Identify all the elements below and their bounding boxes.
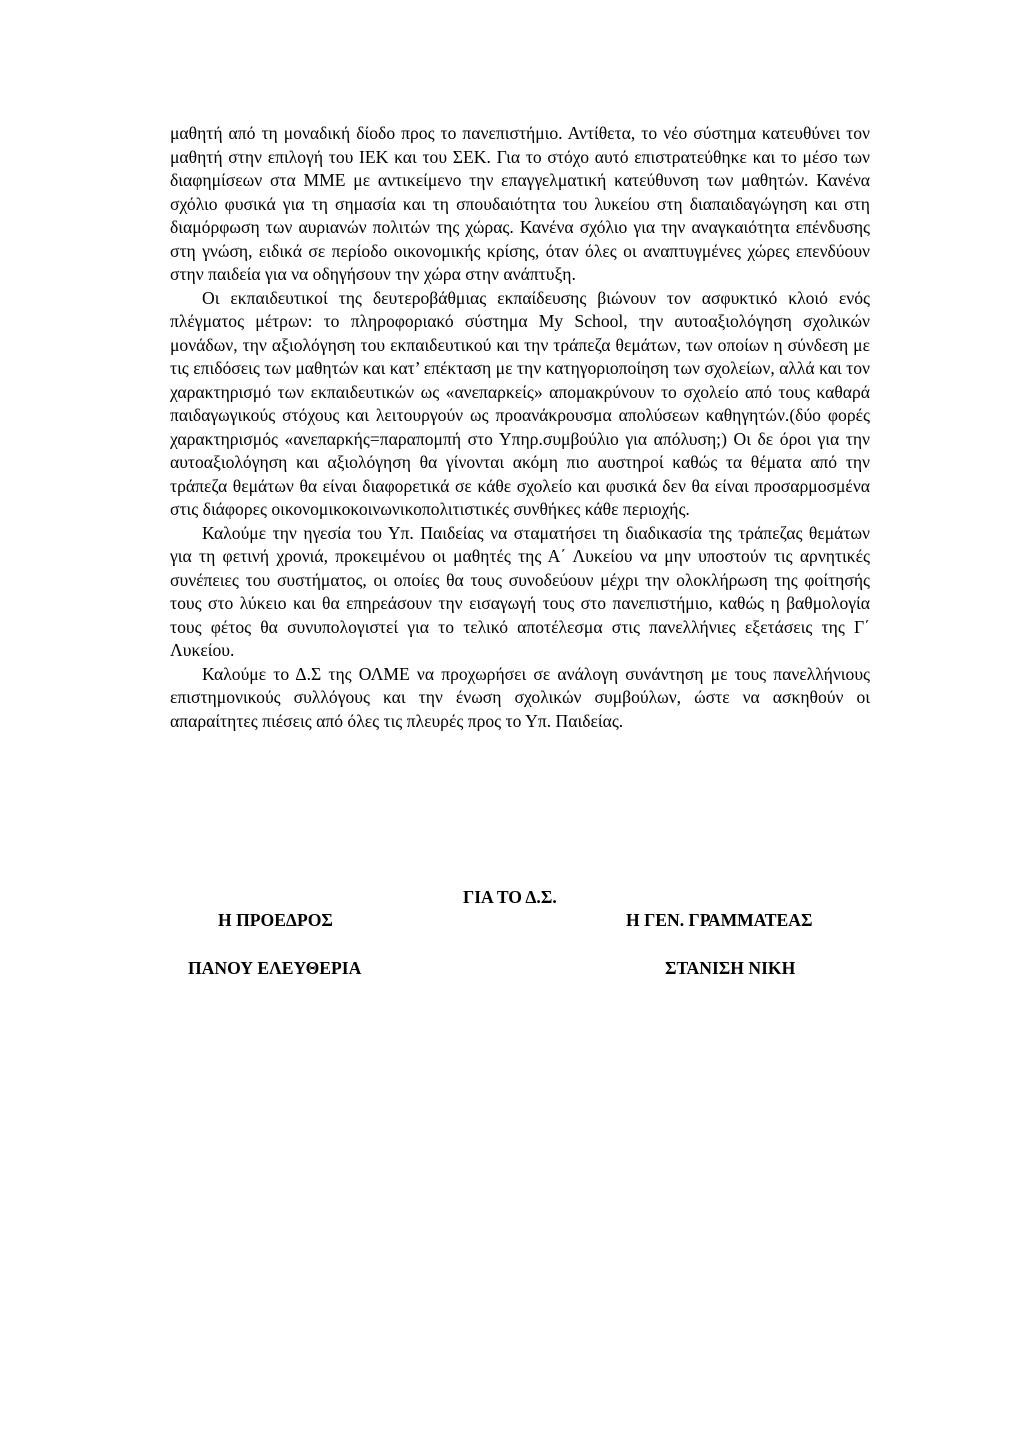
paragraph-ministry-call: Καλούμε την ηγεσία του Υπ. Παιδείας να σταματήσει τη διαδικασία της τράπεζας θεμάτων για τη φετινή χρονιά, προκειμένου οι μαθητές της Α΄ Λυκείου να μην υποστούν τις αρνητικές συνέπειες του συστήματος, οι οποίες θα τους συνοδεύουν μέχρι την ολοκλήρωση της φοίτησής τους στο λύκειο και θα επηρεάσουν την εισαγωγή τους στο πανεπιστήμιο, καθώς η βαθμολογία τους φέτος θα συνυπολογιστεί για το τελικό αποτέλεσμα στις πανελλήνιες εξετάσεις της Γ΄ Λυκείου.	[170, 522, 870, 660]
paragraph-teachers: Οι εκπαιδευτικοί της δευτεροβάθμιας εκπαίδευσης βιώνουν τον ασφυκτικό κλοιό ενός πλέγματος μέτρων: το πληροφοριακό σύστημα My School, την αυτοαξιολόγηση σχολικών μονάδων, την αξιολόγηση του εκπαιδευτικού και την τράπεζα θεμάτων, των οποίων η σύνδεση με τις επιδόσεις των μαθητών και κατ’ επέκταση με την κατηγοριοποίηση των σχολείων, αλλά και τον χαρακτηρισμό των εκπαιδευτικών ως «ανεπαρκείς» απομακρύνουν το σχολείο από τους καθαρά παιδαγωγικούς στόχους και λειτουργούν ως προανάκρουσμα απολύσεων καθηγητών.(δύο φορές χαρακτηρισμός «ανεπαρκής=παραπομπή στο Υπηρ.συμβούλιο για απόλυση;) Οι δε όροι για την αυτοαξιολόγηση και αξιολόγηση θα γίνονται ακόμη πιο αυστηροί καθώς τα θέματα από την τράπεζα θεμάτων θα είναι διαφορετικά σε κάθε σχολείο και φυσικά δεν θα είναι προσαρμοσμένα στις διάφορες οικονομικοκοινωνικοπολιτιστικές συνθήκες κάθε περιοχής.	[170, 287, 870, 519]
signature-president-name: ΠΑΝΟΥ ΕΛΕΥΘΕΡΙΑ	[188, 958, 362, 978]
paragraph-olme-call: Καλούμε το Δ.Σ της ΟΛΜΕ να προχωρήσει σε ανάλογη συνάντηση με τους πανελλήνιους επιστημονικούς συλλόγους και την ένωση σχολικών συμβούλων, ώστε να ασκηθούν οι απαραίτητες πιέσεις από όλες τις πλευρές προς το Υπ. Παιδείας.	[170, 663, 870, 731]
signature-board-heading: ΓΙΑ ΤΟ Δ.Σ.	[463, 887, 557, 907]
signature-secretary-title: Η ΓΕΝ. ΓΡΑΜΜΑΤΕΑΣ	[626, 910, 813, 930]
signature-president-title: Η ΠΡΟΕΔΡΟΣ	[218, 910, 333, 930]
document-body	[170, 122, 870, 733]
signature-secretary-name: ΣΤΑΝΙΣΗ ΝΙΚΗ	[665, 958, 796, 978]
paragraph-continuation: μαθητή από τη μοναδική δίοδο προς το πανεπιστήμιο. Αντίθετα, το νέο σύστημα κατευθύνει τον μαθητή στην επιλογή του ΙΕΚ και του ΣΕΚ. Για το στόχο αυτό επιστρατεύθηκε και το μέσο των διαφημίσεων στα ΜΜΕ με αντικείμενο την επαγγελματική κατεύθυνση των μαθητών. Κανένα σχόλιο φυσικά για τη σημασία και τη σπουδαιότητα του λυκείου στη διαπαιδαγώγηση και στη διαμόρφωση των αυριανών πολιτών της χώρας. Κανένα σχόλιο για την αναγκαιότητα επένδυσης στη γνώση, ειδικά σε περίοδο οικονομικής κρίσης, όταν όλες οι αναπτυγμένες χώρες επενδύουν στην παιδεία για να οδηγήσουν την χώρα στην ανάπτυξη.	[170, 123, 870, 284]
